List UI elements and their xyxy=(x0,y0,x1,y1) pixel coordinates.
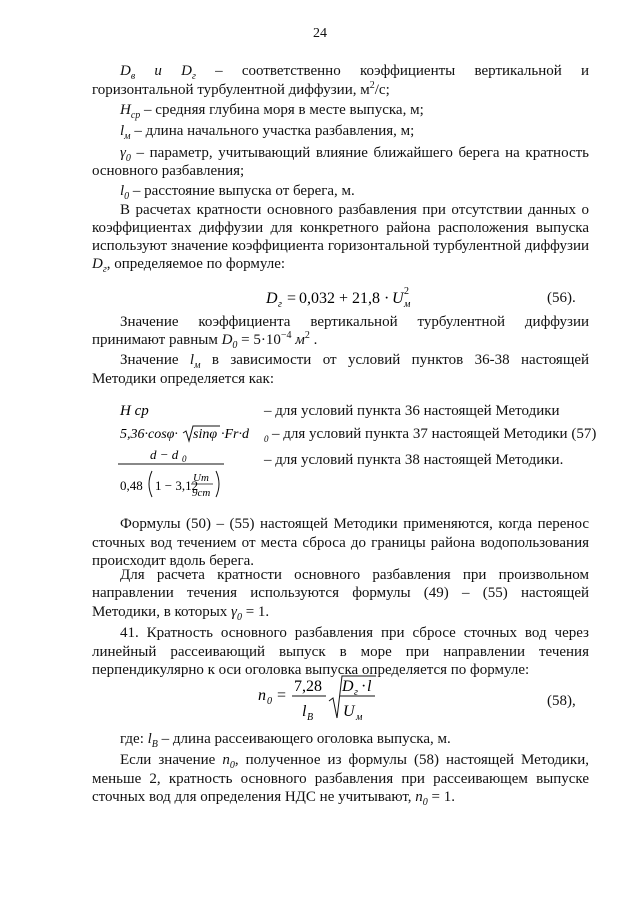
svg-text:D: D xyxy=(342,678,354,695)
para3-line2: Методики определяется как: xyxy=(92,371,274,387)
svg-text:sinφ: sinφ xyxy=(193,427,218,442)
svg-text:1 − 3,12: 1 − 3,12 xyxy=(155,478,199,493)
para4-line3: происходит вдоль берега. xyxy=(92,553,255,569)
svg-text:0: 0 xyxy=(267,696,272,707)
case3-text: – для условий пункта 38 настоящей Методики. xyxy=(264,452,564,468)
para1-line1: В расчетах кратности основного разбавления при отсутствии данных о xyxy=(120,202,589,218)
svg-text:0: 0 xyxy=(264,434,269,444)
svg-text:Um: Um xyxy=(193,472,209,484)
svg-text:·Fr·d: ·Fr·d xyxy=(221,427,249,442)
svg-text:=: = xyxy=(287,290,297,307)
svg-text:0,032 + 21,8 ·: 0,032 + 21,8 · xyxy=(299,290,390,307)
svg-text:2: 2 xyxy=(404,286,409,297)
svg-text:·: · xyxy=(361,678,367,695)
formula-57-case3 xyxy=(118,447,224,499)
case2-text: – для условий пункта 37 настоящей Методики (57) xyxy=(272,426,597,442)
para4-line2: сточных вод течением от места сброса до границы района водопользования xyxy=(92,535,589,551)
svg-text:0,48: 0,48 xyxy=(120,478,143,493)
para5-line1: Для расчета кратности основного разбавления при произвольном xyxy=(120,567,589,583)
para7-line3: сточных вод для определения НДС не учитывают, $n_0 = 1$. xyxy=(92,789,456,808)
para4-line1: Формулы (50) – (55) настоящей Методики применяются, когда перенос xyxy=(120,516,589,532)
svg-text:U: U xyxy=(392,290,404,307)
svg-text:5,36·cosφ·: 5,36·cosφ· xyxy=(120,427,178,442)
formula-58 xyxy=(258,676,376,723)
def-dv-dg-line1: $D_в$ и $D_г$ – соответственно коэффициенты вертикальной и xyxy=(120,63,590,82)
para7-line2: меньше 2, кратность основного разбавления при рассеивающем выпуске xyxy=(92,771,589,787)
para1-line2: коэффициентах диффузии для конкретного района расположения выпуска xyxy=(92,220,589,236)
formula-57-case1 xyxy=(119,403,149,419)
def-l0: $l_0$ – расстояние выпуска от берега, м. xyxy=(120,183,355,202)
para1-line3: используют значение коэффициента горизонтальной турбулентной диффузии xyxy=(92,238,589,254)
svg-text:l: l xyxy=(302,703,307,720)
svg-text:м: м xyxy=(404,299,411,310)
svg-text:U: U xyxy=(343,703,355,720)
equation-number-56: (56). xyxy=(547,290,576,306)
para1-line4: $D_г$, определяемое по формуле: xyxy=(92,256,286,275)
para6-line3: перпендикулярно к оси оголовка выпуска определяется по формуле: xyxy=(92,662,530,678)
def-l-h: $l_м$ – длина начального участка разбавления, м; xyxy=(120,123,415,142)
svg-text:n: n xyxy=(258,687,266,704)
para2-line2: принимают равным $D_0 = 5\cdot 10^{-4}$ $м^2$ . xyxy=(92,330,318,351)
def-gamma0-line2: основного разбавления; xyxy=(92,163,245,179)
def-dv-dg-line2: горизонтальной турбулентной диффузии, $м^2/с$; xyxy=(92,80,390,98)
svg-text:м: м xyxy=(356,712,363,723)
para6-line1: 41. Кратность основного разбавления при сбросе сточных вод через xyxy=(120,625,589,641)
para6-line2: линейный рассеивающий выпуск в море при направлении течения xyxy=(92,644,589,660)
svg-text:9cm: 9cm xyxy=(192,487,211,499)
def-gamma0-line1: $\gamma_0$ – параметр, учитывающий влияние ближайшего берега на кратность xyxy=(120,145,589,164)
para7-line1: Если значение $n_0$, полученное из формулы (58) настоящей Методики, xyxy=(120,752,589,771)
para5-line3: Методики, в которых $\gamma_0 = 1$. xyxy=(92,604,270,623)
def-h-cp: $H_{ср}$ – средняя глубина моря в месте выпуска, м; xyxy=(120,102,424,121)
para3-line1: Значение $l_м$ в зависимости от условий пунктов 36-38 настоящей xyxy=(120,352,590,371)
formula-57-case2 xyxy=(120,426,269,444)
para2-line1: Значение коэффициента вертикальной турбулентной диффузии xyxy=(120,314,590,330)
case1-text: – для условий пункта 36 настоящей Методики xyxy=(264,403,560,419)
svg-text:г: г xyxy=(278,299,282,310)
svg-text:г: г xyxy=(354,687,358,698)
svg-text:0: 0 xyxy=(182,454,187,464)
para5-line2: направлении течения используются формулы (49) – (55) настоящей xyxy=(92,585,589,601)
page-number: 24 xyxy=(313,26,327,41)
svg-text:l: l xyxy=(367,678,372,695)
formula-56 xyxy=(265,286,411,310)
svg-text:7,28: 7,28 xyxy=(294,678,322,695)
svg-text:D: D xyxy=(266,290,278,307)
svg-text:B: B xyxy=(307,712,314,723)
svg-text:=: = xyxy=(277,687,287,704)
svg-text:H cp: H cp xyxy=(120,403,149,419)
where-line: где: $l_B$ – длина рассеивающего оголовка выпуска, м. xyxy=(120,731,451,750)
svg-text:d − d: d − d xyxy=(150,447,179,462)
equation-number-58: (58), xyxy=(547,693,576,709)
